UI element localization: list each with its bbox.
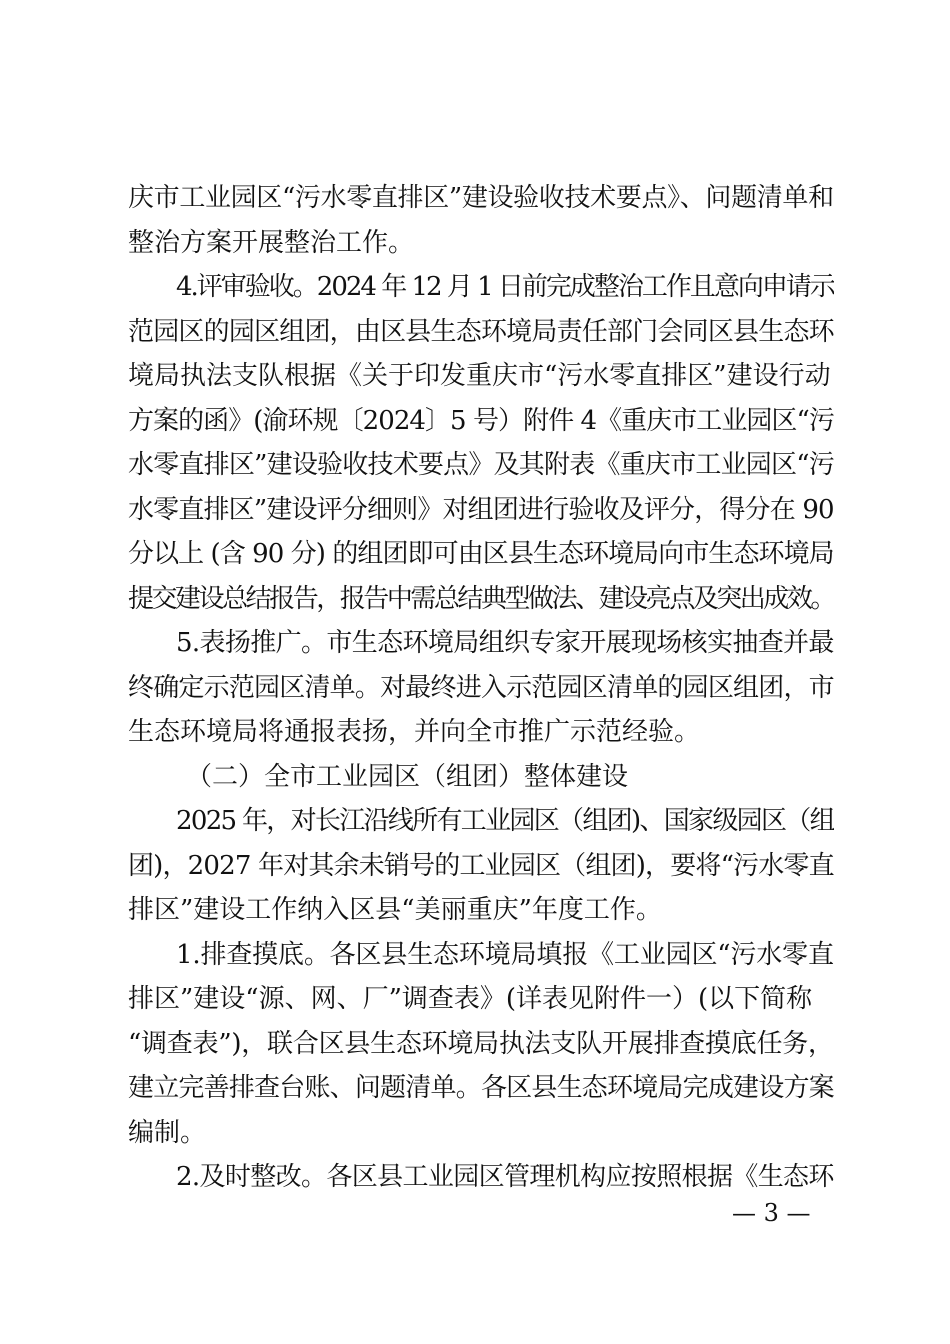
page-number: — 3 — — [732, 1199, 811, 1227]
text-line: “调查表”)，联合区县生态环境局执法支队开展排查摸底任务， — [128, 1028, 834, 1059]
section-heading: （二）全市工业园区（组团）整体建设 — [186, 761, 629, 792]
text-line: 2.及时整改。各区县工业园区管理机构应按照根据《生态环 — [176, 1162, 834, 1192]
text-line: 庆市工业园区“污水零直排区”建设验收技术要点》、问题清单和 — [128, 183, 834, 213]
text-line: 团)，2027 年对其余未销号的工业园区（组团)，要将“污水零直 — [128, 850, 834, 881]
text-line: 境局执法支队根据《关于印发重庆市“污水零直排区”建设行动 — [128, 361, 831, 391]
text-line: 水零直排区”建设评分细则》对组团进行验收及评分，得分在 90 — [128, 494, 834, 525]
text-line: 4.评审验收。2024 年 12 月 1 日前完成整治工作且意向申请示 — [176, 272, 834, 302]
text-line: 水零直排区”建设验收技术要点》及其附表《重庆市工业园区“污 — [128, 450, 834, 480]
text-line: 整治方案开展整治工作。 — [128, 227, 415, 258]
text-line: 生态环境局将通报表扬，并向全市推广示范经验。 — [128, 717, 701, 747]
text-line: 提交建设总结报告，报告中需总结典型做法、建设亮点及突出成效。 — [128, 583, 834, 614]
text-line: 终确定示范园区清单。对最终进入示范园区清单的园区组团，市 — [128, 672, 834, 703]
text-line: 方案的函》(渝环规〔2024〕5 号）附件 4《重庆市工业园区“污 — [128, 405, 834, 436]
text-line: 编制。 — [128, 1117, 207, 1148]
text-line: 排区”建设工作纳入区县“美丽重庆”年度工作。 — [128, 895, 662, 925]
body-text — [128, 176, 834, 1200]
text-line: 1.排查摸底。各区县生态环境局填报《工业园区“污水零直 — [176, 939, 834, 970]
text-line: 5.表扬推广。市生态环境局组织专家开展现场核实抽查并最 — [176, 628, 834, 658]
text-line: 建立完善排查台账、问题清单。各区县生态环境局完成建设方案 — [128, 1073, 834, 1103]
text-line: 分以上 (含 90 分) 的组团即可由区县生态环境局向市生态环境局 — [128, 539, 834, 569]
text-line: 排区”建设“源、网、厂”调查表》(详表见附件一）(以下简称 — [128, 984, 813, 1014]
text-line: 范园区的园区组团，由区县生态环境局责任部门会同区县生态环 — [128, 316, 834, 347]
text-line: 2025 年，对长江沿线所有工业园区（组团)、国家级园区（组 — [176, 806, 834, 836]
